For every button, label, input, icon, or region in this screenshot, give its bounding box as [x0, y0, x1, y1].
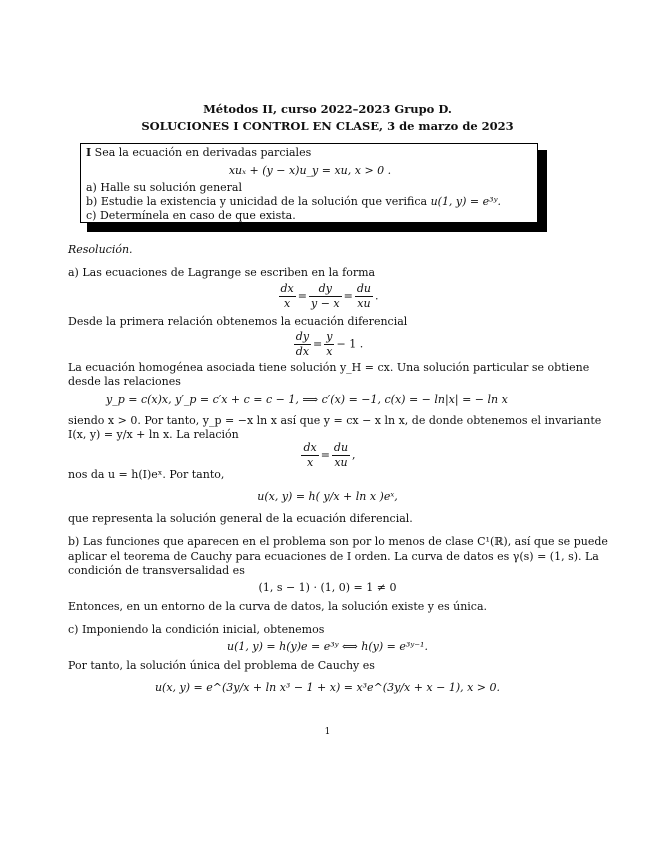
problem-part-c: c) Determínela en caso de que exista.	[86, 209, 296, 222]
doc-title-line1: Métodos II, curso 2022–2023 Grupo D.	[203, 102, 452, 116]
page-number: 1	[324, 727, 331, 737]
problem-part-a: a) Halle su solución general	[86, 181, 242, 194]
gives-line: nos da u = h(I)eˣ. Por tanto,	[68, 468, 225, 481]
general-comment: que representa la solución general de la ecuación diferencial.	[68, 512, 413, 525]
homogeneous-line1: La ecuación homogénea asociada tiene solución y_H = cx. Una solución particular se obtiene	[68, 361, 590, 374]
part-b-line2: aplicar el teorema de Cauchy para ecuaciones de I orden. La curva de datos es γ(s) = (1, s). La	[68, 550, 599, 563]
problem-intro-line	[86, 146, 311, 160]
problem-intro: Sea la ecuación en derivadas parciales	[94, 146, 312, 159]
relations-equation: y_p = c(x)x, y′_p = c′x + c = c − 1, ⟹ c′(x) = −1, c(x) = − ln|x| = − ln x	[106, 393, 508, 406]
final-solution: u(x, y) = e^(3y/x + ln x³ − 1 + x) = x³e^(3y/x + x − 1), x > 0.	[154, 681, 501, 694]
since-line2: I(x, y) = y/x + ln x. La relación	[68, 428, 239, 441]
unique-solution-text: Por tanto, la solución única del problema de Cauchy es	[68, 659, 375, 672]
problem-equation: xuₓ + (y − x)u_y = xu, x > 0 .	[228, 164, 392, 177]
lagrange-equations: $\frac{dx}{x}$ = $\frac{dy}{y - x}$ = $\frac{du}{xu}$ .	[280, 282, 379, 310]
first-relation-text: Desde la primera relación obtenemos la ecuación diferencial	[68, 315, 408, 328]
ode-equation: $\frac{dy}{dx}$ = $\frac{y}{x}$ − 1 .	[295, 330, 364, 358]
transversality-equation: (1, s − 1) · (1, 0) = 1 ≠ 0	[258, 581, 397, 594]
problem-part-b	[86, 195, 501, 209]
part-b-line3: condición de transversalidad es	[68, 564, 245, 577]
solution-heading: Resolución.	[68, 243, 133, 256]
homogeneous-line2: desde las relaciones	[68, 375, 181, 388]
part-b-line1: b) Las funciones que aparecen en el problema son por lo menos de clase C¹(ℝ), así que se puede	[68, 535, 608, 548]
doc-title-line2: SOLUCIONES I CONTROL EN CLASE, 3 de marzo de 2023	[141, 119, 514, 133]
general-solution: u(x, y) = h( y/x + ln x )eˣ,	[257, 490, 398, 503]
problem-label: I	[86, 146, 92, 159]
relation2-equation: $\frac{dx}{x}$ = $\frac{du}{xu}$ ,	[303, 441, 356, 469]
problem-part-b-math: u(1, y) = e³ʸ.	[430, 195, 501, 208]
problem-part-b-text: b) Estudie la existencia y unicidad de la solución que verifica	[86, 195, 428, 208]
part-a-intro: a) Las ecuaciones de Lagrange se escriben en la forma	[68, 266, 376, 279]
part-c-intro: c) Imponiendo la condición inicial, obtenemos	[68, 623, 325, 636]
since-line1: siendo x > 0. Por tanto, y_p = −x ln x así que y = cx − x ln x, de donde obtenemos el invariante	[68, 414, 602, 427]
initial-condition-equation: u(1, y) = h(y)e = e³ʸ ⟺ h(y) = e³ʸ⁻¹.	[227, 640, 428, 653]
part-b-conclusion: Entonces, en un entorno de la curva de datos, la solución existe y es única.	[68, 600, 488, 613]
problem-box	[80, 143, 538, 223]
